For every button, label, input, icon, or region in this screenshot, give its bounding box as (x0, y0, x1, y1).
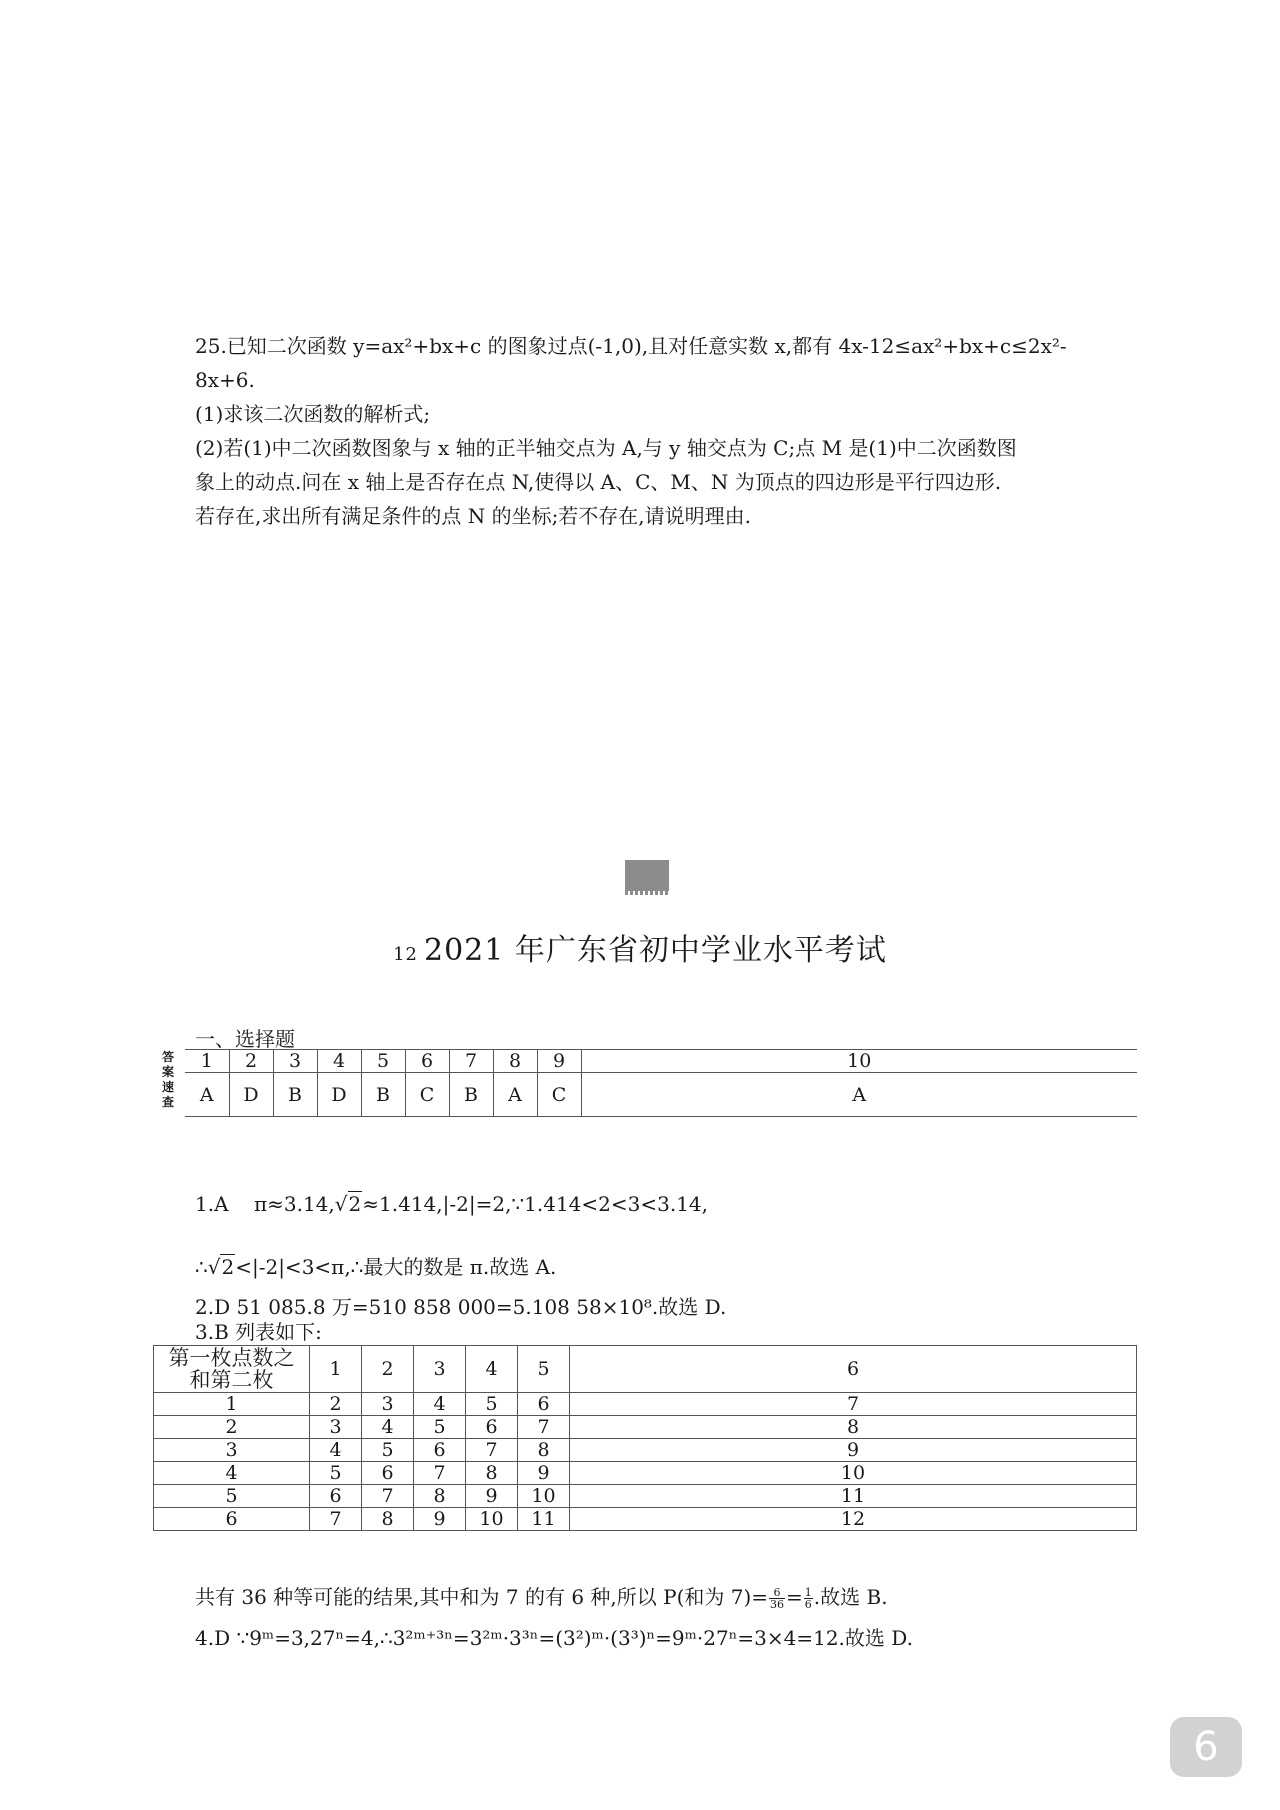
answer-number: 6 (405, 1050, 449, 1073)
dice-cell: 7 (466, 1439, 518, 1462)
answer-letter: B (449, 1073, 493, 1117)
dice-cell: 7 (518, 1416, 570, 1439)
table-row (154, 1393, 1137, 1416)
dice-cell: 6 (310, 1485, 362, 1508)
table-row (154, 1416, 1137, 1439)
section-title (0, 925, 1280, 969)
sqrt-symbol: √2 (334, 1192, 362, 1216)
dice-cell: 5 (362, 1439, 414, 1462)
dice-cell: 8 (570, 1416, 1137, 1439)
dice-cell: 8 (362, 1508, 414, 1531)
dice-col-header: 5 (518, 1346, 570, 1393)
answer-letter: A (493, 1073, 537, 1117)
answer-number: 10 (581, 1050, 1137, 1073)
answer-number: 1 (185, 1050, 229, 1073)
answer-quick-check-tag: 答案速查 (161, 1050, 174, 1109)
q25-part-2-line-3: 若存在,求出所有满足条件的点 N 的坐标;若不存在,请说明理由. (195, 504, 752, 528)
dice-cell: 7 (310, 1508, 362, 1531)
dice-row-header: 3 (154, 1439, 310, 1462)
dice-cell: 5 (310, 1462, 362, 1485)
answer-number: 2 (229, 1050, 273, 1073)
dice-cell: 11 (570, 1485, 1137, 1508)
solution-4: 4.D ∵9ᵐ=3,27ⁿ=4,∴3²ᵐ⁺³ⁿ=3²ᵐ·3³ⁿ=(3²)ᵐ·(3³)ⁿ=9ᵐ·27ⁿ=3×4=12.故选 D. (195, 1626, 913, 1650)
answer-number: 4 (317, 1050, 361, 1073)
answer-number: 8 (493, 1050, 537, 1073)
dice-cell: 9 (570, 1439, 1137, 1462)
table-row (154, 1485, 1137, 1508)
solution-1-line-1: 1.A π≈3.14,√2≈1.414,|-2|=2,∵1.414<2<3<3.14, (195, 1187, 708, 1221)
answer-letter: D (229, 1073, 273, 1117)
dice-cell: 4 (310, 1439, 362, 1462)
answer-letter: C (537, 1073, 581, 1117)
dice-cell: 6 (466, 1416, 518, 1439)
answer-number: 7 (449, 1050, 493, 1073)
dice-cell: 11 (518, 1508, 570, 1531)
dice-cell: 8 (414, 1485, 466, 1508)
q25-part-1: (1)求该二次函数的解析式; (195, 402, 431, 426)
dice-cell: 9 (466, 1485, 518, 1508)
dice-header-row (154, 1346, 1137, 1393)
answer-table (185, 1049, 1137, 1117)
table-row (154, 1508, 1137, 1531)
q25-line-1: 25.已知二次函数 y=ax²+bx+c 的图象过点(-1,0),且对任意实数 x,都有 4x-12≤ax²+bx+c≤2x²- (195, 334, 1067, 358)
solution-3-intro: 3.B 列表如下: (195, 1320, 322, 1344)
dice-cell: 9 (414, 1508, 466, 1531)
solution-3-conclusion: 共有 36 种等可能的结果,其中和为 7 的有 6 种,所以 P(和为 7)= $\frac{6}{36}$ = $\frac{1}{6}$ .故选 B. (195, 1585, 888, 1611)
dice-cell: 7 (570, 1393, 1137, 1416)
dice-col-header: 2 (362, 1346, 414, 1393)
dice-corner-header: 第一枚点数之 和第二枚 (154, 1346, 310, 1393)
dice-cell: 4 (362, 1416, 414, 1439)
answer-number: 9 (537, 1050, 581, 1073)
dice-cell: 6 (518, 1393, 570, 1416)
answer-letter: A (185, 1073, 229, 1117)
fraction-1-6: $\frac{1}{6}$ (804, 1586, 812, 1611)
answer-letter-row (185, 1073, 1137, 1117)
answer-letter: A (581, 1073, 1137, 1117)
solution-1-label: 1.A (195, 1192, 229, 1216)
dice-cell: 7 (362, 1485, 414, 1508)
dice-row-header: 6 (154, 1508, 310, 1531)
answer-letter: B (273, 1073, 317, 1117)
q25-part-2-line-2: 象上的动点.问在 x 轴上是否存在点 N,使得以 A、C、M、N 为顶点的四边形是平行四边形. (195, 470, 1002, 494)
dice-cell: 10 (570, 1462, 1137, 1485)
dice-sum-table (153, 1345, 1137, 1531)
dice-cell: 8 (518, 1439, 570, 1462)
dice-col-header: 6 (570, 1346, 1137, 1393)
dice-cell: 10 (518, 1485, 570, 1508)
choice-section-label: 一、选择题 (195, 1027, 295, 1051)
dice-cell: 8 (466, 1462, 518, 1485)
dice-row-header: 5 (154, 1485, 310, 1508)
table-row (154, 1462, 1137, 1485)
answer-number: 3 (273, 1050, 317, 1073)
dice-cell: 3 (362, 1393, 414, 1416)
answer-number: 5 (361, 1050, 405, 1073)
answer-letter: C (405, 1073, 449, 1117)
dice-cell: 5 (466, 1393, 518, 1416)
dice-cell: 12 (570, 1508, 1137, 1531)
dice-col-header: 1 (310, 1346, 362, 1393)
dice-row-header: 4 (154, 1462, 310, 1485)
dice-cell: 5 (414, 1416, 466, 1439)
solution-2: 2.D 51 085.8 万=510 858 000=5.108 58×10⁸.故选 D. (195, 1295, 727, 1319)
dice-cell: 4 (414, 1393, 466, 1416)
fraction-6-36: $\frac{6}{36}$ (770, 1586, 785, 1611)
answer-letter: B (361, 1073, 405, 1117)
answer-letter: D (317, 1073, 361, 1117)
section-marker-icon (625, 860, 669, 892)
answer-number-row (185, 1050, 1137, 1073)
section-number: 12 (393, 944, 418, 965)
q25-line-2: 8x+6. (195, 368, 255, 392)
dice-cell: 10 (466, 1508, 518, 1531)
dice-cell: 9 (518, 1462, 570, 1485)
q25-part-2-line-1: (2)若(1)中二次函数图象与 x 轴的正半轴交点为 A,与 y 轴交点为 C;点 M 是(1)中二次函数图 (195, 436, 1017, 460)
dice-cell: 2 (310, 1393, 362, 1416)
dice-cell: 3 (310, 1416, 362, 1439)
dice-col-header: 4 (466, 1346, 518, 1393)
page-number-badge: 6 (1170, 1717, 1242, 1777)
table-row (154, 1439, 1137, 1462)
dice-cell: 6 (362, 1462, 414, 1485)
dice-row-header: 1 (154, 1393, 310, 1416)
dice-col-header: 3 (414, 1346, 466, 1393)
dice-cell: 6 (414, 1439, 466, 1462)
solution-1-line-2: ∴√2<|-2|<3<π,∴最大的数是 π.故选 A. (195, 1250, 556, 1284)
sqrt-symbol: √2 (207, 1255, 235, 1279)
dice-cell: 7 (414, 1462, 466, 1485)
dice-row-header: 2 (154, 1416, 310, 1439)
section-title-text: 2021 年广东省初中学业水平考试 (424, 933, 887, 968)
